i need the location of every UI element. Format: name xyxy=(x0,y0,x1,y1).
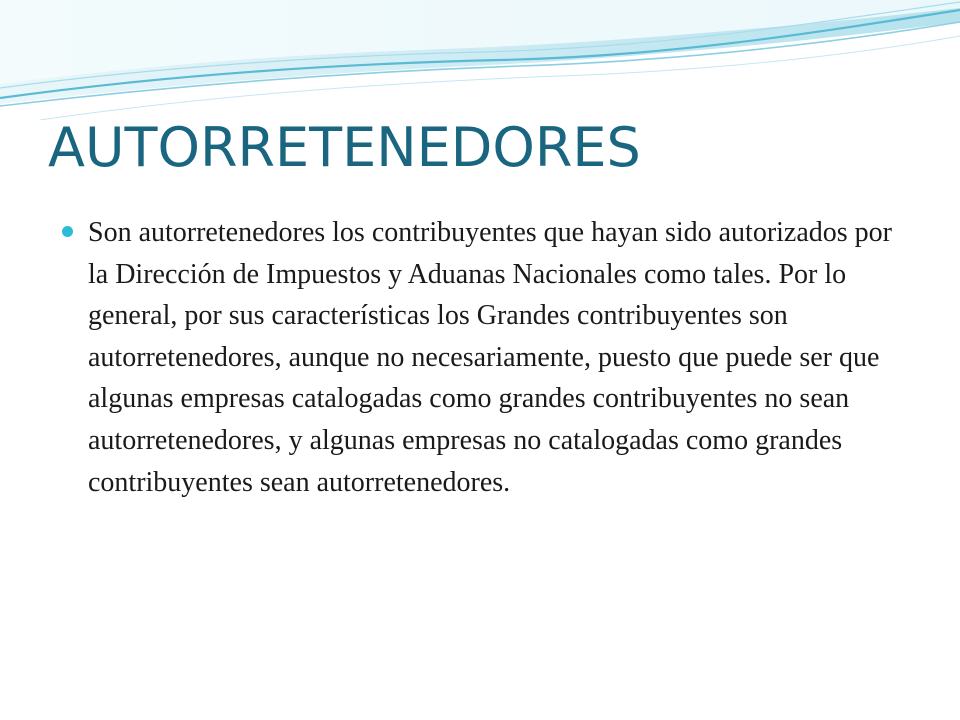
bullet-dot-icon xyxy=(62,226,73,237)
bullet-list xyxy=(62,212,912,503)
slide-title: AUTORRETENEDORES xyxy=(48,116,641,179)
bullet-text: Son autorretenedores los contribuyentes que hayan sido autorizados por la Dirección de Impuestos y Aduanas Nacionales como tales. Por lo general, por sus características los Grandes contribuyentes son autorretenedores, aunque no necesariamente, puesto que puede ser que algunas empresas catalogadas como grandes contribuyentes no sean autorretenedores, y algunas empresas no catalogadas como grandes contribuyentes sean autorretenedores. xyxy=(88,217,893,498)
bullet-item xyxy=(62,212,912,503)
wave-header-decoration xyxy=(0,0,960,120)
